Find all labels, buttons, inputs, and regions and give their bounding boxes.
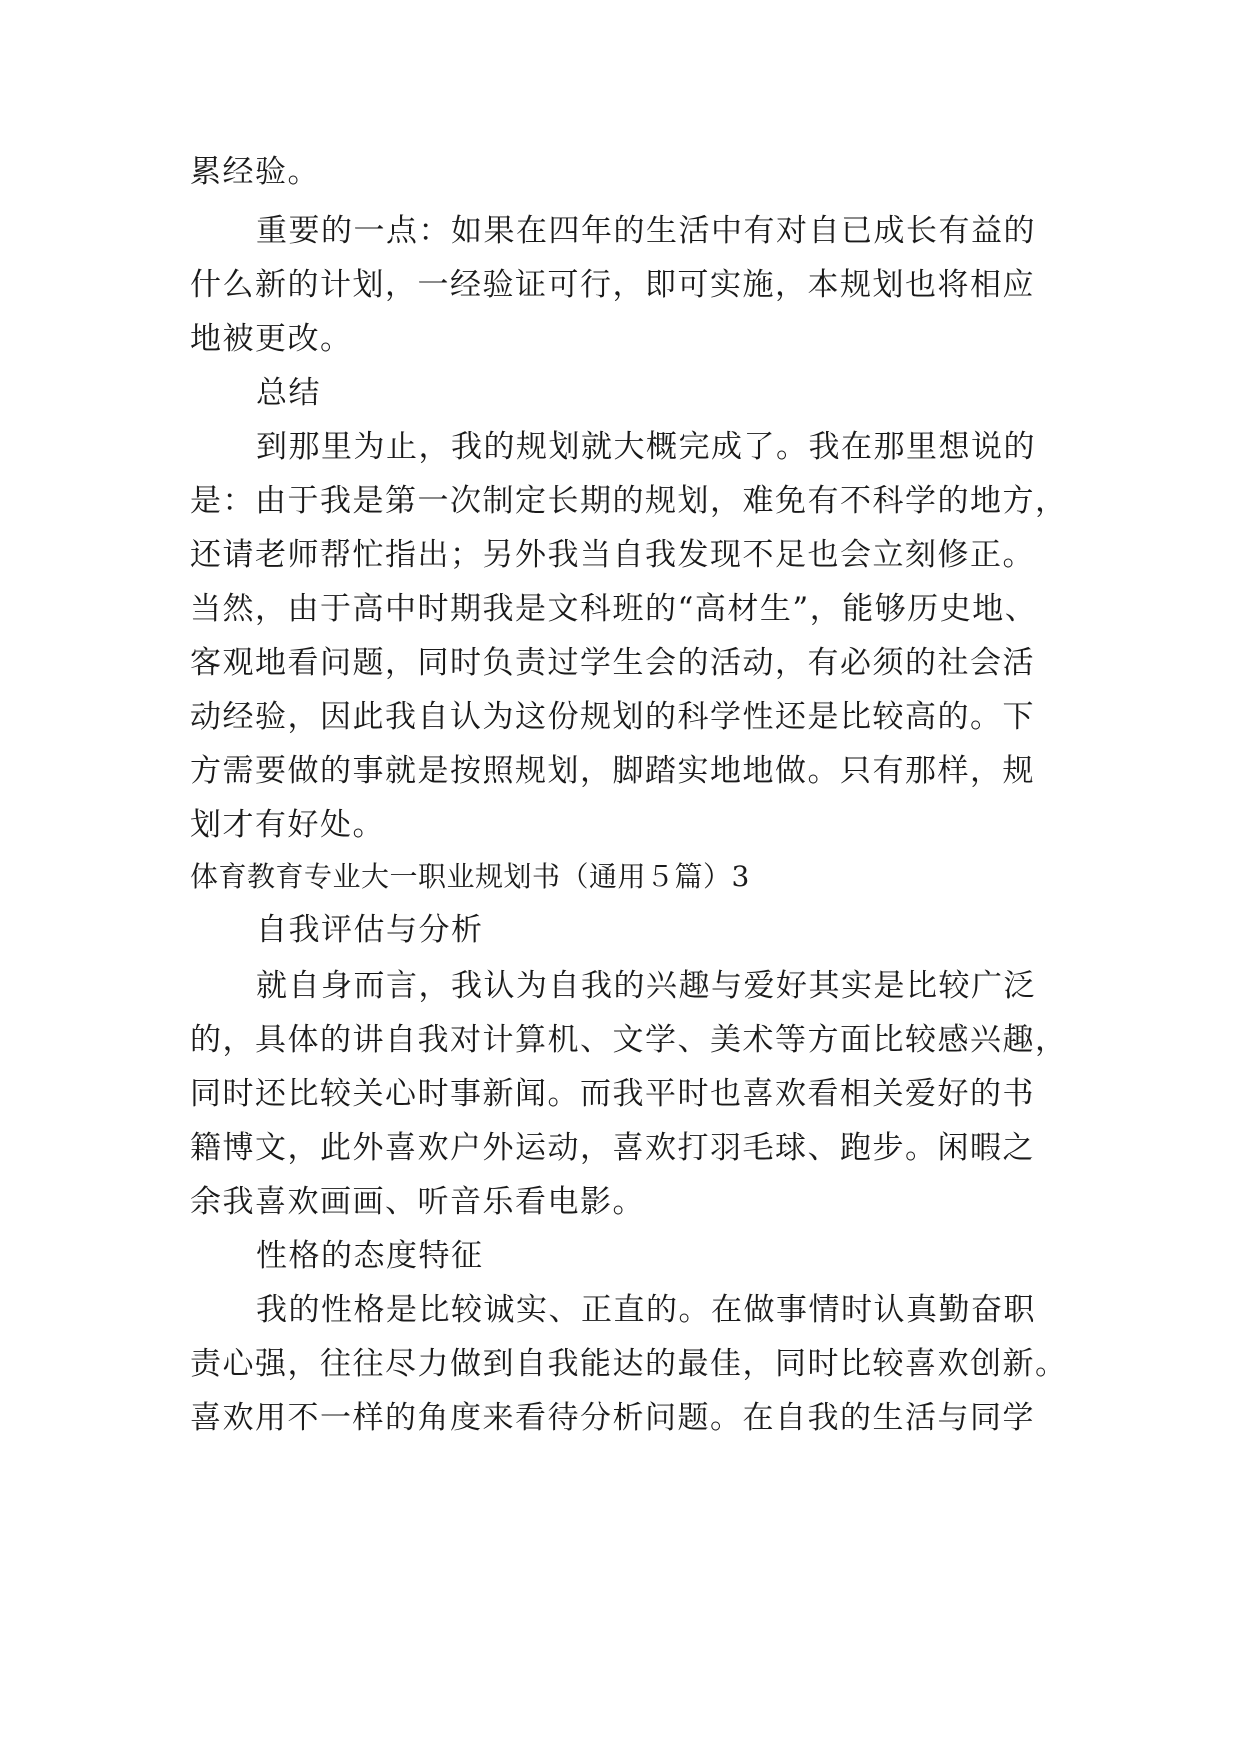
- paragraph-line: 地被更改。: [190, 321, 353, 357]
- paragraph-line: 同时还比较关心时事新闻。而我平时也喜欢看相关爱好的书: [190, 1076, 1035, 1112]
- paragraph-line: 的，具体的讲自我对计算机、文学、美术等方面比较感兴趣，: [190, 1022, 1068, 1058]
- paragraph-line: 动经验，因此我自认为这份规划的科学性还是比较高的。下: [190, 699, 1035, 735]
- paragraph-line: 到那里为止，我的规划就大概完成了。我在那里想说的: [256, 429, 1036, 465]
- paragraph-line: 就自身而言，我认为自我的兴趣与爱好其实是比较广泛: [256, 968, 1036, 1004]
- paragraph-line: 余我喜欢画画、听音乐看电影。: [190, 1184, 645, 1220]
- section-heading: 性格的态度特征: [256, 1238, 484, 1274]
- paragraph-line: 重要的一点：如果在四年的生活中有对自已成长有益的: [256, 213, 1036, 249]
- paragraph-line: 是：由于我是第一次制定长期的规划，难免有不科学的地方，: [190, 483, 1068, 519]
- paragraph-line: 累经验。: [190, 154, 320, 190]
- paragraph-line: 责心强，往往尽力做到自我能达的最佳，同时比较喜欢创新。: [190, 1346, 1068, 1382]
- paragraph-line: 喜欢用不一样的角度来看待分析问题。在自我的生活与同学: [190, 1400, 1035, 1436]
- section-heading: 总结: [256, 375, 321, 411]
- paragraph-line: 客观地看问题，同时负责过学生会的活动，有必须的社会活: [190, 645, 1035, 681]
- paragraph-line: 方需要做的事就是按照规划，脚踏实地地做。只有那样，规: [190, 753, 1035, 789]
- document-title: 体育教育专业大一职业规划书（通用５篇）3: [190, 860, 750, 893]
- paragraph-line: 当然，由于高中时期我是文科班的“高材生”，能够历史地、: [190, 591, 1038, 627]
- paragraph-line: 划才有好处。: [190, 807, 385, 843]
- paragraph-line: 我的性格是比较诚实、正直的。在做事情时认真勤奋职: [256, 1292, 1036, 1328]
- section-heading: 自我评估与分析: [256, 912, 484, 948]
- paragraph-line: 还请老师帮忙指出；另外我当自我发现不足也会立刻修正。: [190, 537, 1035, 573]
- paragraph-line: 籍博文，此外喜欢户外运动，喜欢打羽毛球、跑步。闲暇之: [190, 1130, 1035, 1166]
- paragraph-line: 什么新的计划，一经验证可行，即可实施，本规划也将相应: [190, 267, 1035, 303]
